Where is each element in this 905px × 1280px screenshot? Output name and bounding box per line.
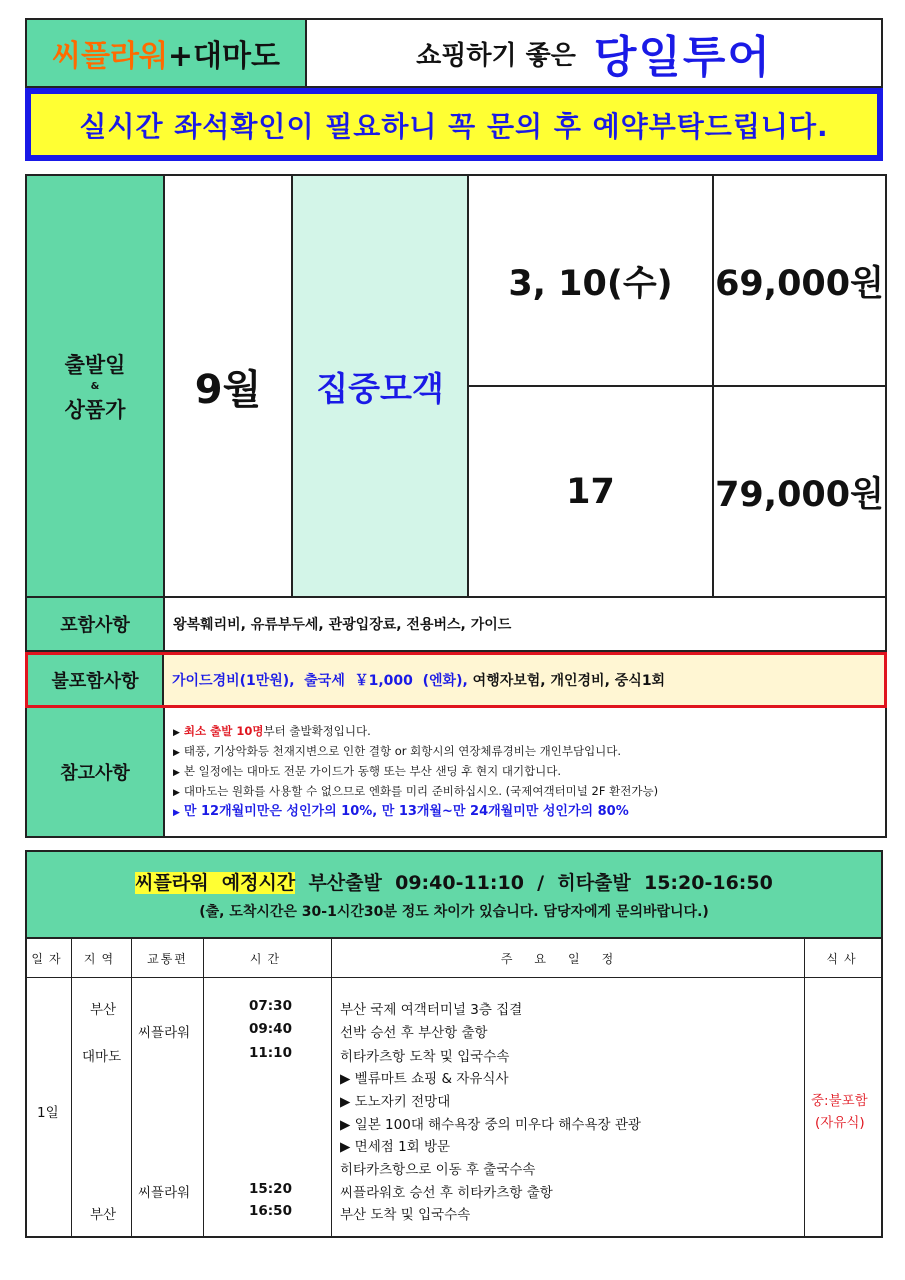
itinerary-item: 선박 승선 후 부산항 출항 bbox=[340, 1025, 488, 1041]
note-text: 부터 출발확정입니다. bbox=[263, 723, 371, 738]
col-header-transport: 교통편 bbox=[132, 939, 204, 978]
time-assemble: 07:30 bbox=[249, 998, 292, 1014]
itinerary-item: 히타카츠항 도착 및 입국수속 bbox=[340, 1049, 510, 1065]
time-depart: 09:40 bbox=[249, 1021, 292, 1037]
note-item bbox=[173, 783, 658, 802]
included-row bbox=[25, 598, 887, 652]
col-header-meal: 식사 bbox=[805, 939, 883, 978]
excluded-label: 불포함사항 bbox=[28, 655, 164, 705]
note-item bbox=[173, 763, 561, 782]
bullet-icon: ▶ bbox=[173, 727, 180, 738]
col-header-time: 시간 bbox=[204, 939, 332, 978]
note-text: 태풍, 기상악화등 천재지변으로 인한 결항 or 회항시의 연장체류경비는 개인부담입니다. bbox=[183, 743, 622, 758]
excluded-value bbox=[164, 655, 884, 705]
itinerary-item: ▶ 일본 100대 해수욕장 중의 미우다 해수욕장 관광 bbox=[340, 1117, 641, 1133]
bullet-icon: ▶ bbox=[173, 767, 180, 778]
price-1: 69,000원 bbox=[714, 176, 885, 387]
label-price: 상품가 bbox=[64, 397, 126, 422]
itinerary-item: 히타카츠항으로 이동 후 출국수속 bbox=[340, 1162, 536, 1178]
pricing-table bbox=[25, 174, 887, 598]
region-busan-return: 부산 bbox=[90, 1207, 117, 1223]
col-header-region: 지역 bbox=[72, 939, 132, 978]
schedule-times bbox=[135, 868, 773, 895]
column-divider bbox=[131, 978, 132, 1236]
departure-dates-1: 3, 10(수) bbox=[469, 176, 714, 387]
column-divider bbox=[804, 978, 805, 1236]
transport-outbound: 씨플라워 bbox=[138, 1025, 191, 1041]
transport-return: 씨플라워 bbox=[138, 1185, 191, 1201]
note-text: 본 일정에는 대마도 전문 가이드가 동행 또는 부산 샌딩 후 현지 대기합니다. bbox=[183, 763, 562, 778]
departure-dates-2: 17 bbox=[469, 387, 714, 596]
meal-info: 중:불포함 bbox=[811, 1093, 868, 1109]
price-2: 79,000원 bbox=[715, 474, 884, 515]
title-bar bbox=[25, 18, 883, 88]
col-header-itinerary: 주요일정 bbox=[332, 939, 805, 978]
excluded-value-highlight: 가이드경비(1만원), 출국세 ￥1,000 (엔화), bbox=[172, 673, 468, 689]
time-arrive: 11:10 bbox=[249, 1045, 292, 1061]
included-label: 포함사항 bbox=[27, 598, 165, 650]
region-busan: 부산 bbox=[90, 1002, 117, 1018]
itinerary-item: ▶ 벨류마트 쇼핑 & 자유식사 bbox=[340, 1071, 509, 1087]
tagline bbox=[307, 20, 881, 86]
note-item bbox=[173, 743, 621, 762]
itinerary-table bbox=[25, 939, 883, 1238]
col-header-day: 일자 bbox=[27, 939, 72, 978]
itinerary-item: ▶ 면세점 1회 방문 bbox=[340, 1139, 451, 1155]
schedule-times-highlight: 씨플라워 예정시간 bbox=[135, 872, 296, 894]
time-return-arrive: 16:50 bbox=[249, 1203, 292, 1219]
reservation-notice bbox=[25, 88, 883, 161]
schedule-header bbox=[25, 850, 883, 939]
time-return-depart: 15:20 bbox=[249, 1181, 292, 1197]
note-item bbox=[173, 723, 371, 742]
bullet-icon: ▶ bbox=[173, 747, 180, 758]
itinerary-item: 부산 도착 및 입국수속 bbox=[340, 1207, 471, 1223]
brand-title bbox=[27, 20, 307, 86]
notes-row bbox=[25, 708, 887, 838]
notes-label: 참고사항 bbox=[27, 708, 165, 836]
excluded-row bbox=[25, 652, 887, 708]
schedule-times-rest: 부산출발 09:40-11:10 / 히타출발 15:20-16:50 bbox=[295, 872, 773, 894]
column-divider bbox=[331, 978, 332, 1236]
reservation-notice-text: 실시간 좌석확인이 필요하니 꼭 문의 후 예약부탁드립니다. bbox=[31, 94, 877, 155]
day-label: 1일 bbox=[37, 1105, 59, 1121]
column-divider bbox=[203, 978, 204, 1236]
note-item bbox=[173, 803, 629, 822]
notes-list bbox=[165, 708, 885, 836]
departure-month: 9월 bbox=[165, 176, 293, 596]
brand-name: 씨플라워 bbox=[52, 39, 168, 74]
note-text: 대마도는 원화를 사용할 수 없으므로 엔화를 미리 준비하십시오. (국제여객터미널 2F 환전가능) bbox=[183, 783, 659, 798]
brand-destination: +대마도 bbox=[167, 39, 280, 74]
tagline-small: 쇼핑하기 좋은 bbox=[416, 40, 576, 71]
bullet-icon: ▶ bbox=[173, 807, 180, 818]
schedule-note: (출, 도착시간은 30-1시간30분 정도 차이가 있습니다. 담당자에게 문의바랍니다.) bbox=[199, 904, 709, 920]
column-divider bbox=[71, 978, 72, 1236]
focus-badge: 집중모객 bbox=[293, 176, 469, 596]
bullet-icon: ▶ bbox=[173, 787, 180, 798]
pricing-label bbox=[27, 176, 165, 596]
itinerary-item: ▶ 도노자키 전망대 bbox=[340, 1094, 451, 1110]
note-text: 만 12개월미만은 성인가의 10%, 만 13개월~만 24개월미만 성인가의 80% bbox=[183, 803, 629, 819]
meal-info-note: (자유식) bbox=[815, 1115, 865, 1131]
included-value: 왕복훼리비, 유류부두세, 관광입장료, 전용버스, 가이드 bbox=[173, 617, 512, 633]
region-tsushima: 대마도 bbox=[82, 1049, 122, 1065]
tagline-big: 당일투어 bbox=[593, 32, 772, 83]
excluded-value-rest: 여행자보험, 개인경비, 중식1회 bbox=[467, 673, 666, 689]
note-min-people: 최소 출발 10명 bbox=[183, 723, 264, 738]
label-departure: 출발일 bbox=[64, 352, 126, 377]
itinerary-item: 씨플라워호 승선 후 히타카츠항 출항 bbox=[340, 1185, 553, 1201]
label-ampersand: & bbox=[90, 380, 100, 392]
itinerary-item: 부산 국제 여객터미널 3층 집결 bbox=[340, 1002, 523, 1018]
